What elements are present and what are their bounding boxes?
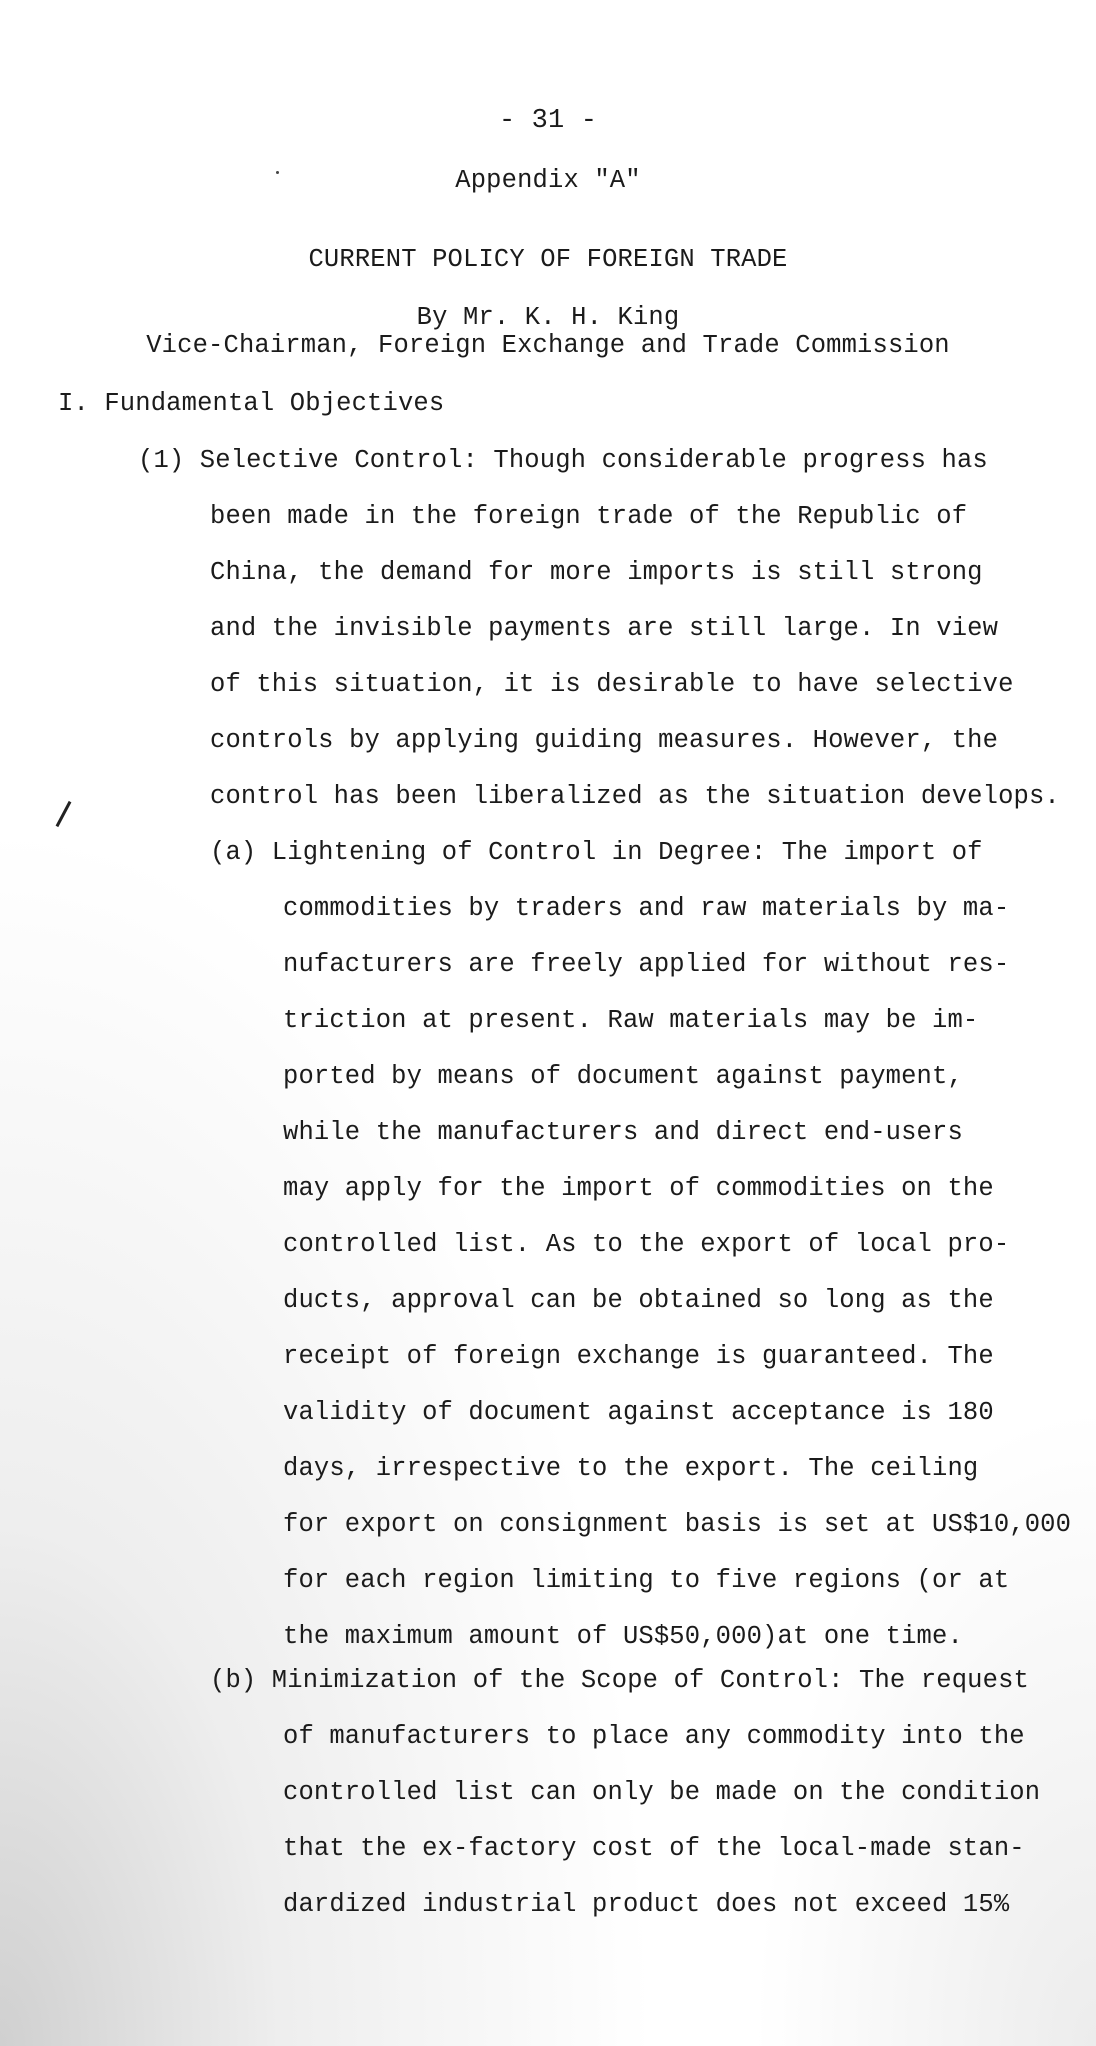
- body-line: ported by means of document against payment,: [283, 1062, 963, 1091]
- body-line: nufacturers are freely applied for without res-: [283, 950, 1010, 979]
- body-line: of manufacturers to place any commodity into the: [283, 1722, 1025, 1751]
- body-line: controlled list. As to the export of local pro-: [283, 1230, 1010, 1259]
- author-line: By Mr. K. H. King: [416, 303, 680, 332]
- body-line: for export on consignment basis is set at US$10,000: [283, 1510, 1072, 1539]
- body-line: controlled list can only be made on the condition: [283, 1778, 1041, 1807]
- body-line: control has been liberalized as the situation develops.: [210, 782, 1060, 811]
- body-line: days, irrespective to the export. The ceiling: [283, 1454, 979, 1483]
- body-line: receipt of foreign exchange is guaranteed. The: [283, 1342, 994, 1371]
- body-line: while the manufacturers and direct end-users: [283, 1118, 963, 1147]
- body-line: triction at present. Raw materials may be im-: [283, 1006, 979, 1035]
- document-title: CURRENT POLICY OF FOREIGN TRADE: [308, 245, 788, 274]
- body-line: the maximum amount of US$50,000)at one time.: [283, 1622, 963, 1651]
- body-line: validity of document against acceptance is 180: [283, 1398, 994, 1427]
- body-line: ducts, approval can be obtained so long as the: [283, 1286, 994, 1315]
- body-line: and the invisible payments are still large. In view: [210, 614, 999, 643]
- body-line: been made in the foreign trade of the Republic of: [210, 502, 968, 531]
- section-heading: I. Fundamental Objectives: [58, 389, 445, 418]
- body-line: (b) Minimization of the Scope of Control: The request: [210, 1666, 1029, 1695]
- body-line: dardized industrial product does not exceed 15%: [283, 1890, 1010, 1919]
- author-title: Vice-Chairman, Foreign Exchange and Trade Commission: [146, 331, 950, 360]
- body-line: (a) Lightening of Control in Degree: The import of: [210, 838, 983, 867]
- body-line: of this situation, it is desirable to have selective: [210, 670, 1014, 699]
- body-line: may apply for the import of commodities on the: [283, 1174, 994, 1203]
- body-line: for each region limiting to five regions (or at: [283, 1566, 1010, 1595]
- margin-pen-mark: [56, 801, 72, 827]
- body-line: (1) Selective Control: Though considerable progress has: [138, 446, 988, 475]
- body-line: commodities by traders and raw materials by ma-: [283, 894, 1010, 923]
- body-line: that the ex-factory cost of the local-made stan-: [283, 1834, 1025, 1863]
- page-number: - 31 -: [498, 106, 598, 136]
- body-line: controls by applying guiding measures. However, the: [210, 726, 999, 755]
- body-line: China, the demand for more imports is still strong: [210, 558, 983, 587]
- appendix-label: Appendix "A": [455, 166, 641, 195]
